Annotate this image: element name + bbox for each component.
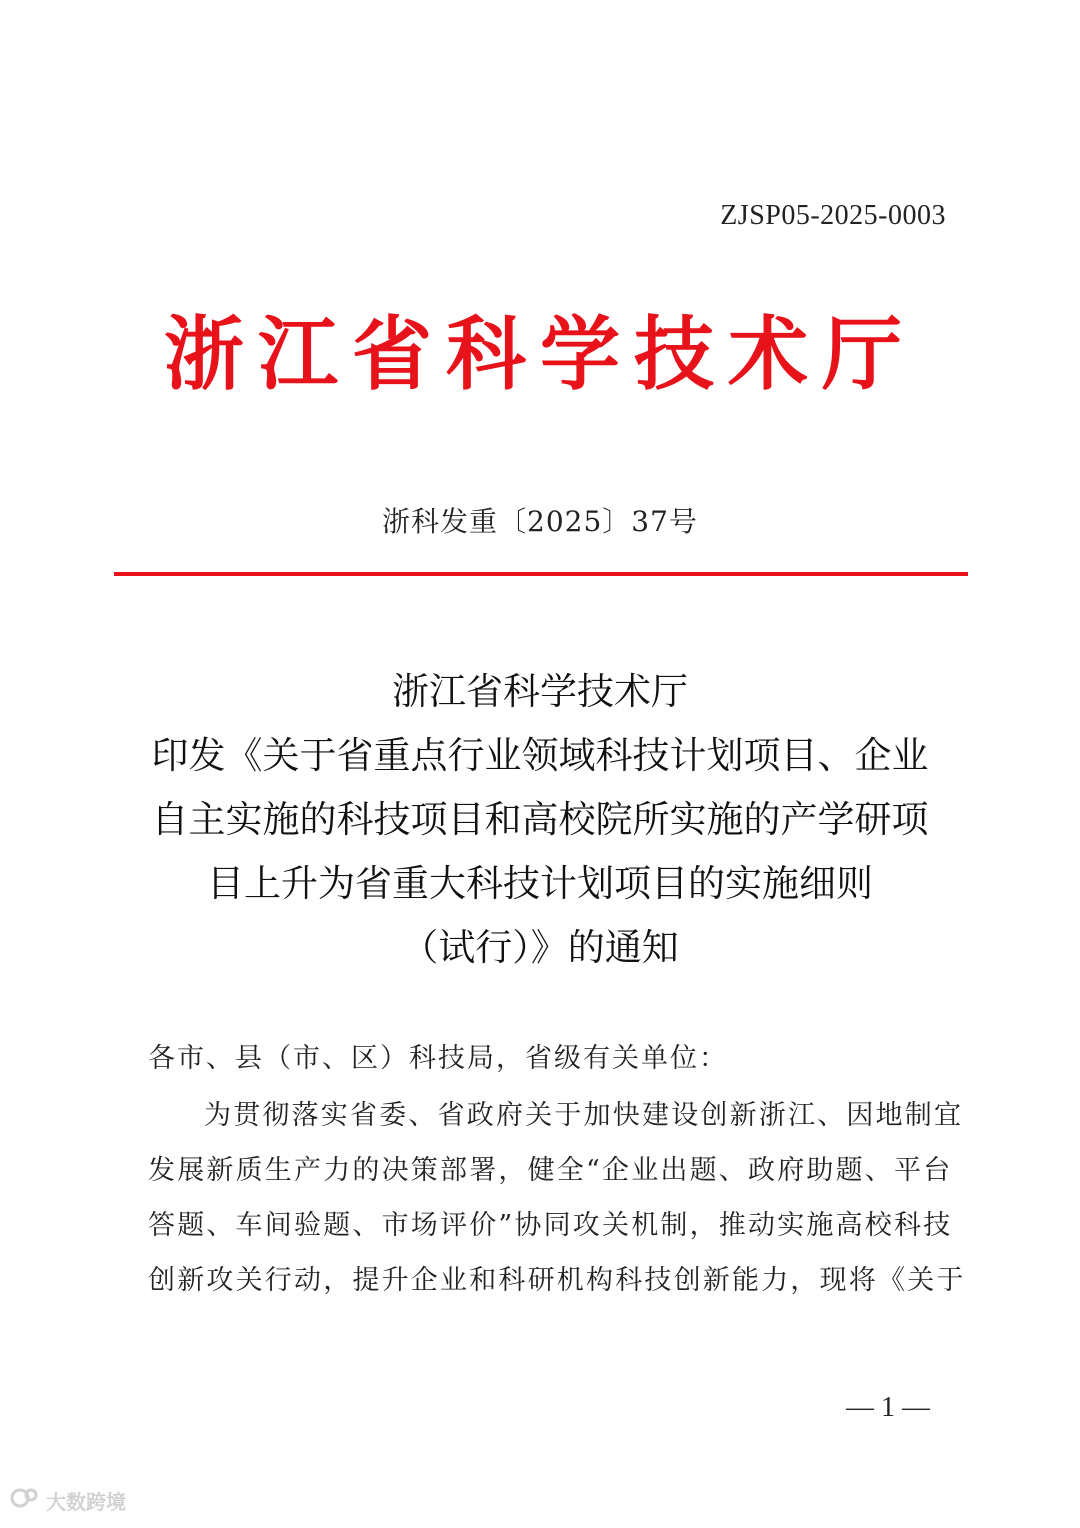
issuing-organization-header: 浙江省科学技术厅 — [164, 308, 916, 401]
body-paragraph — [148, 1088, 966, 1308]
serial-number: ZJSP05-2025-0003 — [720, 200, 946, 231]
title-line: 浙江省科学技术厅 — [392, 670, 688, 713]
body-line: 创新攻关行动，提升企业和科研机构科技创新能力，现将《关于 — [148, 1265, 966, 1296]
title-line: 目上升为省重大科技计划项目的实施细则 — [207, 862, 873, 905]
watermark-logo-icon — [10, 1485, 40, 1516]
document-number: 浙科发重〔2025〕37号 — [382, 505, 698, 538]
title-line: 印发《关于省重点行业领域科技计划项目、企业 — [151, 734, 929, 777]
title-line: （试行）》的通知 — [401, 926, 679, 969]
red-divider-rule — [114, 572, 968, 576]
page-number: — 1 — — [846, 1392, 930, 1423]
document-title — [120, 660, 960, 980]
body-line: 发展新质生产力的决策部署，健全“企业出题、政府助题、平台 — [148, 1155, 953, 1186]
watermark-text: 大数跨境 — [46, 1490, 126, 1514]
body-line: 为贯彻落实省委、省政府关于加快建设创新浙江、因地制宜 — [204, 1100, 964, 1131]
addressee-line: 各市、县（市、区）科技局，省级有关单位： — [148, 1043, 728, 1074]
watermark — [10, 1485, 126, 1516]
body-line: 答题、车间验题、市场评价”协同攻关机制，推动实施高校科技 — [148, 1210, 953, 1241]
title-line: 自主实施的科技项目和高校院所实施的产学研项 — [151, 798, 929, 841]
